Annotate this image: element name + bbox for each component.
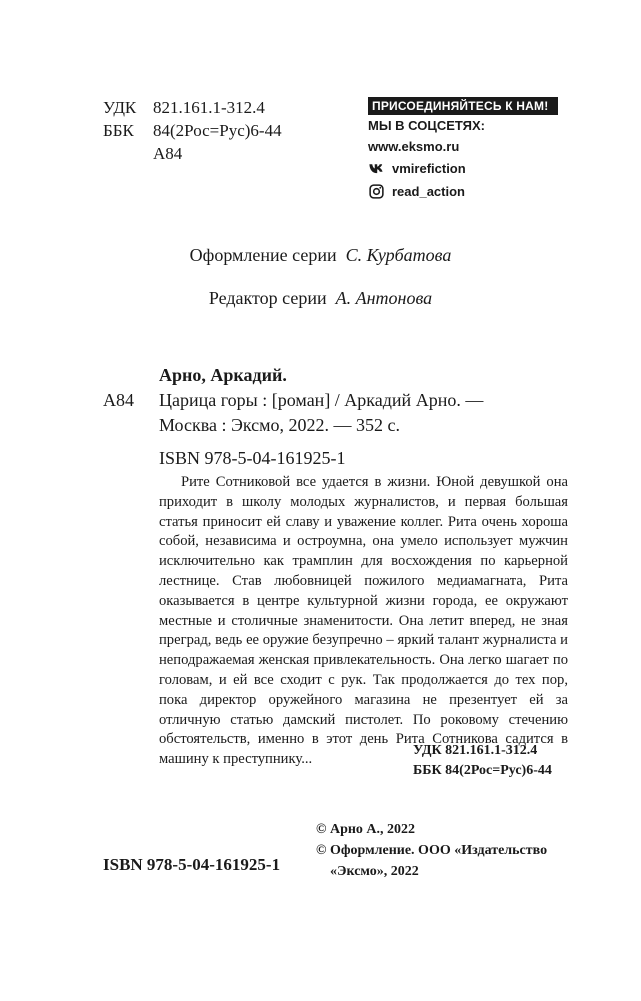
vk-row xyxy=(368,160,568,177)
record-line1: Царица горы : [роман] / Аркадий Арно. — xyxy=(159,390,484,410)
social-block xyxy=(368,97,568,200)
editor-name: А. Антонова xyxy=(335,288,433,308)
record-line2: Москва : Эксмо, 2022. — 352 с. xyxy=(159,415,401,435)
instagram-icon xyxy=(368,183,385,200)
record-title-row xyxy=(103,388,483,413)
classification-block xyxy=(103,96,282,165)
record-author: Арно, Аркадий. xyxy=(159,365,287,385)
udk-label: УДК xyxy=(103,98,137,117)
bbk-row xyxy=(103,119,282,142)
copyright-author: © Арно А., 2022 xyxy=(316,822,416,837)
instagram-handle: read_action xyxy=(392,184,465,199)
abstract-codes xyxy=(413,741,552,781)
copyright-design-1: © Оформление. ООО «Издательство xyxy=(316,843,548,858)
udk-value: 821.161.1-312.4 xyxy=(153,98,265,117)
copyright-design-2: «Эксмо», 2022 xyxy=(330,864,419,879)
design-label: Оформление серии xyxy=(189,245,337,265)
vk-handle: vmirefiction xyxy=(392,161,466,176)
bbk-value: 84(2Рос=Рус)6-44 xyxy=(153,121,282,140)
record-isbn: ISBN 978-5-04-161925-1 xyxy=(159,448,346,468)
series-editor-credit xyxy=(0,288,641,309)
social-subtitle: МЫ В СОЦСЕТЯХ: xyxy=(368,118,486,133)
abstract-udk: УДК 821.161.1-312.4 xyxy=(413,743,538,758)
copyright-block xyxy=(316,819,547,882)
footer-isbn: ISBN 978-5-04-161925-1 xyxy=(103,855,281,874)
udk-row xyxy=(103,96,282,119)
editor-label: Редактор серии xyxy=(208,288,327,308)
abstract-bbk: ББК 84(2Рос=Рус)6-44 xyxy=(413,763,552,778)
social-banner: ПРИСОЕДИНЯЙТЕСЬ К НАМ! xyxy=(368,97,558,115)
design-name: С. Курбатова xyxy=(345,245,452,265)
author-mark: А84 xyxy=(153,144,183,163)
vk-icon xyxy=(368,160,385,177)
record-code: А84 xyxy=(103,390,134,410)
series-design-credit xyxy=(0,245,641,266)
bibliographic-record xyxy=(103,363,483,471)
abstract-text: Рите Сотниковой все удается в жизни. Юной девушкой она приходит в школу молодых журналистов, и первая большая статья приносит ей славу и уважение коллег. Рита очень хороша собой, независима и остроумна, она умело использует мужчин исключительно как трамплин для восхождения по карьерной лестнице. Став любовницей пожилого медиамагната, Рита оказывается в центре культурной жизни города, ее окружают местные и столичные знаменитости. Она летит вперед, не зная преград, ведь ее оружие безупречно – яркий талант журналиста и неподражаемая женская привлекательность. Она легко шагает по головам, и ей все сходит с рук. Так продолжается до тех пор, пока директор оружейного магазина не презентует ей за отличную статью дамский пистолет. По роковому стечению обстоятельств, именно в этот день Рита Сотникова садится в машину к преступнику... xyxy=(159,474,568,768)
bbk-label: ББК xyxy=(103,121,134,140)
website-link: www.eksmo.ru xyxy=(368,139,460,154)
instagram-row xyxy=(368,183,568,200)
